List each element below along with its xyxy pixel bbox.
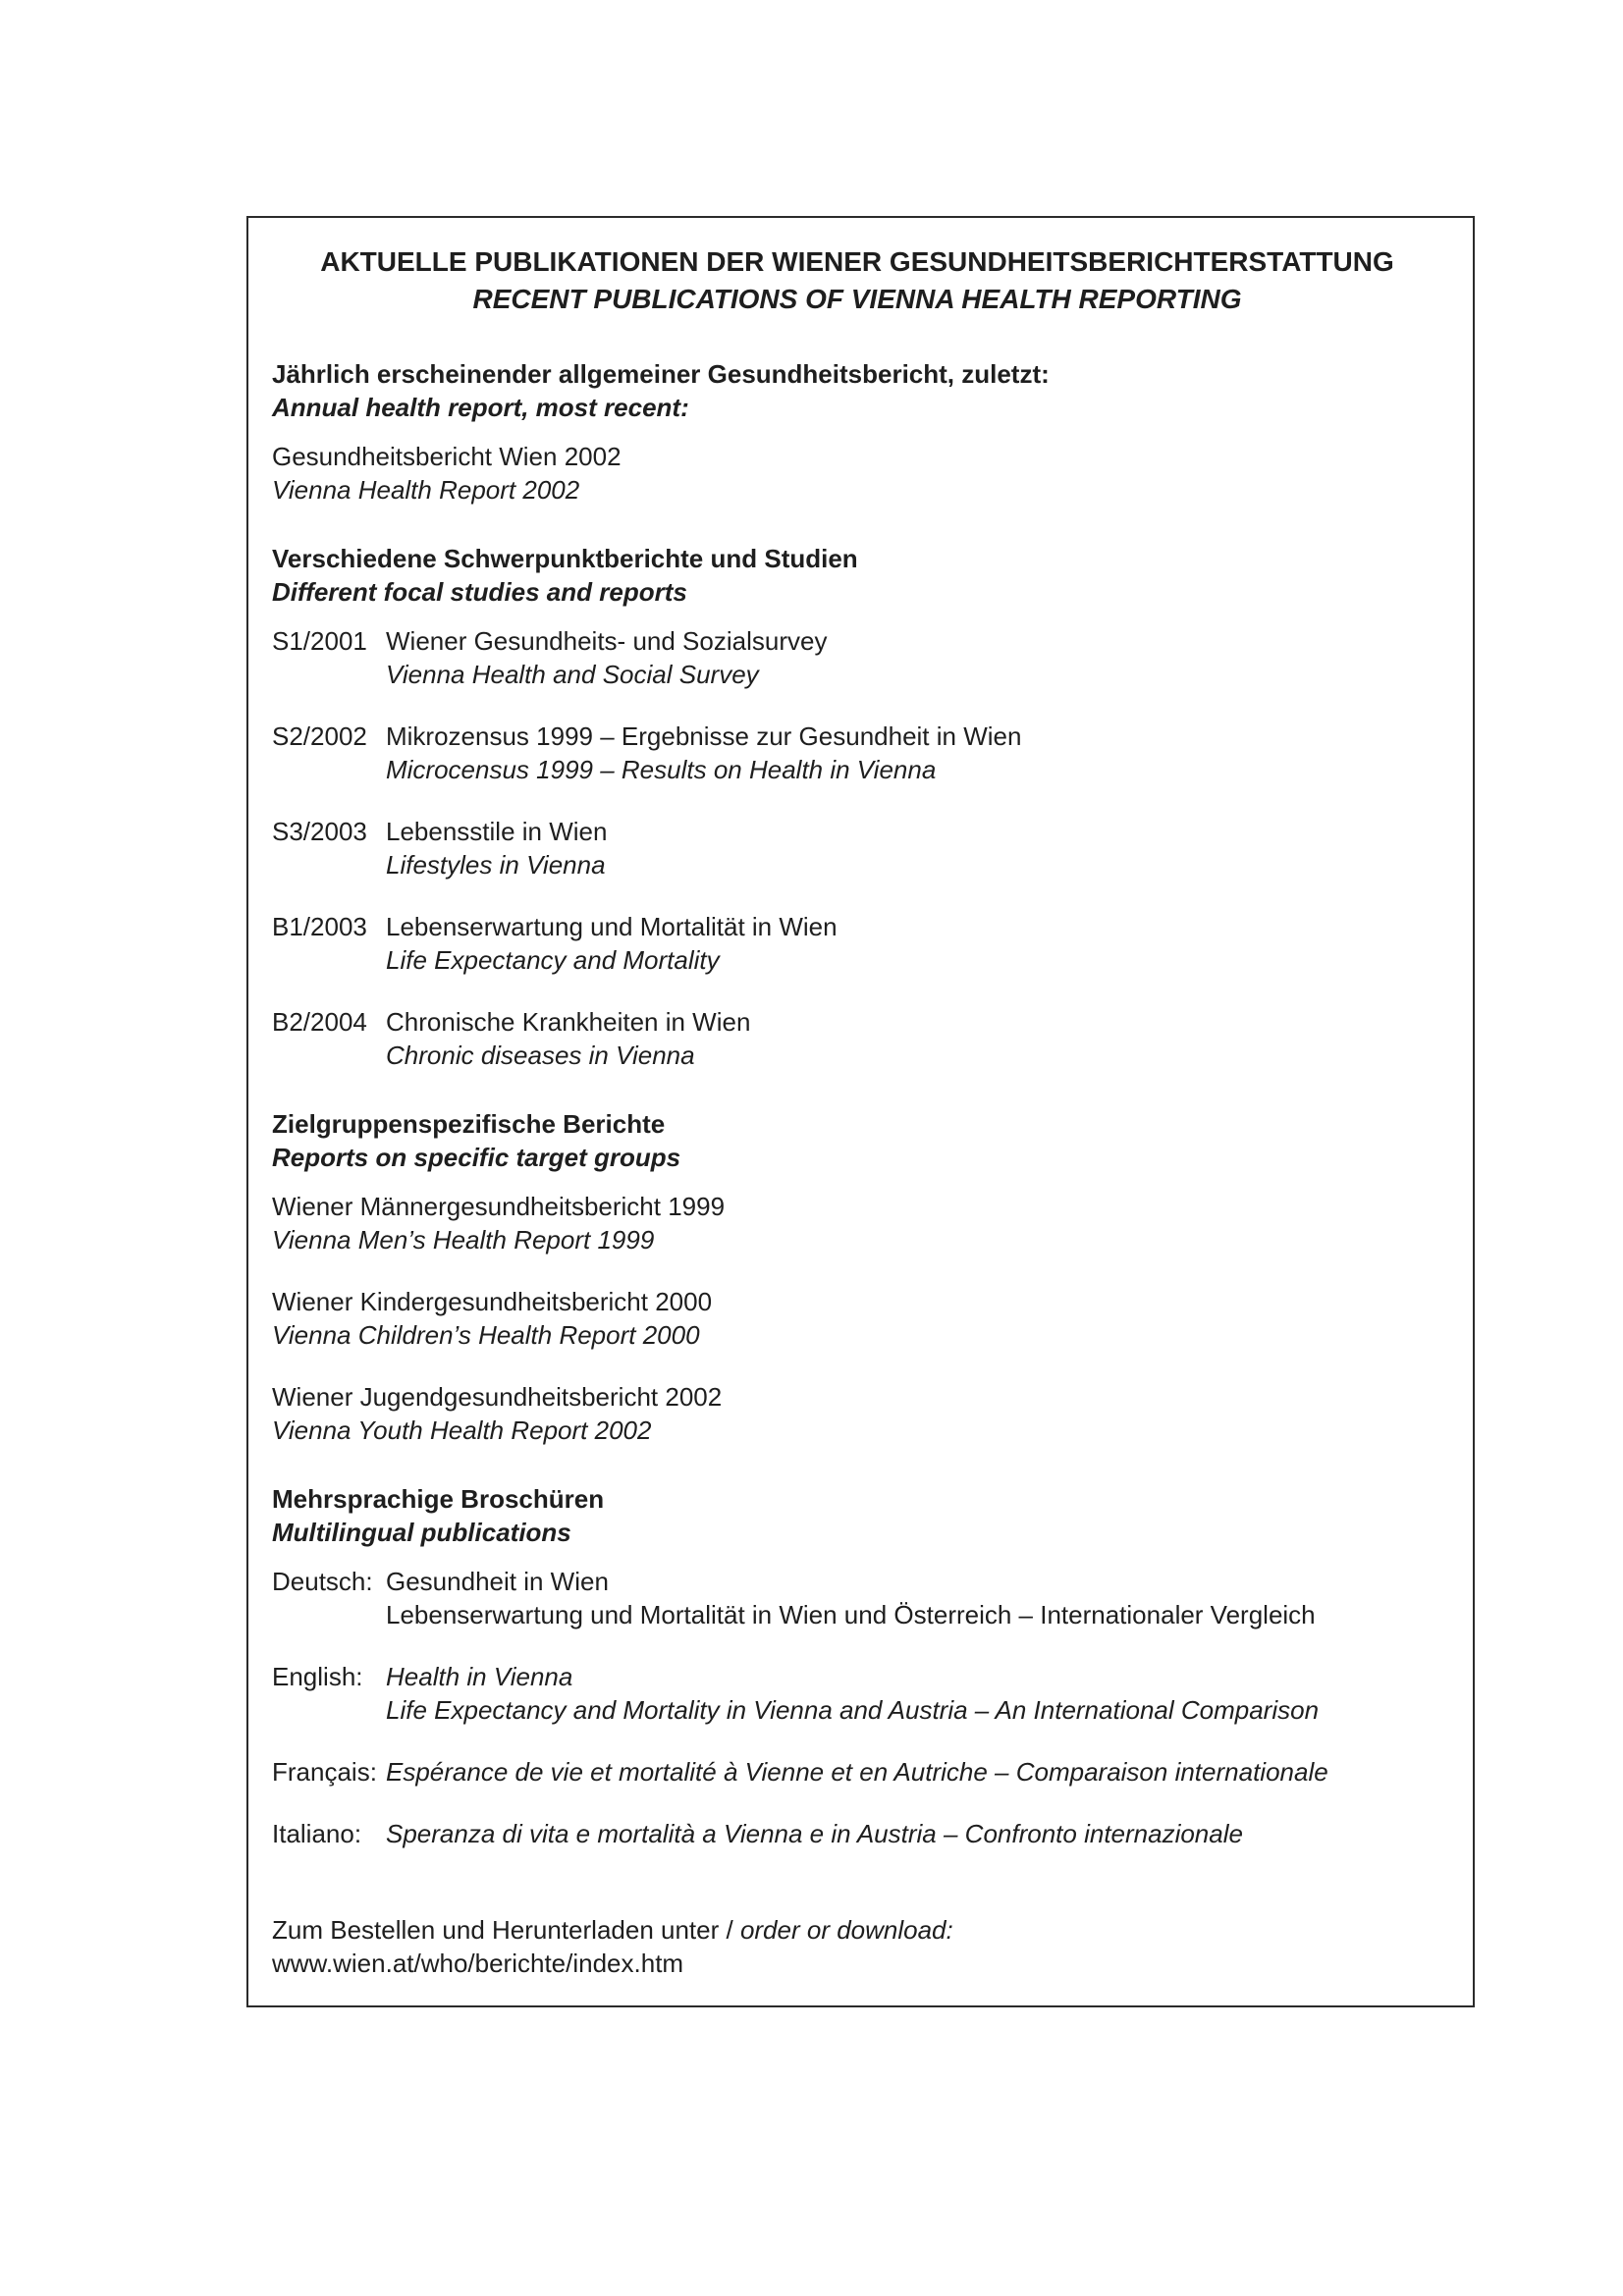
report-title-en: Life Expectancy and Mortality xyxy=(386,945,720,975)
title-de: AKTUELLE PUBLIKATIONEN DER WIENER GESUNDHEITSBERICHTERSTATTUNG xyxy=(320,246,1394,277)
language-item-english xyxy=(272,1660,1450,1727)
multilingual-heading xyxy=(272,1482,1450,1549)
list-item xyxy=(272,1380,1450,1447)
report-code: S3/2003 xyxy=(272,817,367,846)
language-label: Français: xyxy=(272,1757,377,1787)
brochure-title: Speranza di vita e mortalità a Vienna e in Austria – Confronto internazionale xyxy=(386,1819,1243,1848)
focal-heading xyxy=(272,542,1450,609)
report-title-en: Chronic diseases in Vienna xyxy=(386,1041,695,1070)
report-title-en: Vienna Health and Social Survey xyxy=(386,660,759,689)
language-item-italiano xyxy=(272,1817,1450,1850)
list-item xyxy=(272,1285,1450,1352)
annual-item-en: Vienna Health Report 2002 xyxy=(272,475,580,505)
brochure-title: Espérance de vie et mortalité à Vienne et en Autriche – Comparaison internationale xyxy=(386,1757,1328,1787)
annual-item-de: Gesundheitsbericht Wien 2002 xyxy=(272,442,622,471)
annual-heading xyxy=(272,357,1450,424)
order-text-en: order or download: xyxy=(739,1915,953,1945)
multilingual-heading-de: Mehrsprachige Broschüren xyxy=(272,1484,605,1514)
report-title-de: Chronische Krankheiten in Wien xyxy=(386,1007,751,1037)
list-item xyxy=(272,910,1450,977)
focal-list xyxy=(272,624,1450,1072)
report-code: S2/2002 xyxy=(272,721,367,751)
list-item xyxy=(272,815,1450,881)
multilingual-heading-en: Multilingual publications xyxy=(272,1518,571,1547)
report-title-en: Vienna Youth Health Report 2002 xyxy=(272,1415,652,1445)
brochure-title: Gesundheit in Wien xyxy=(386,1567,609,1596)
annual-heading-en: Annual health report, most recent: xyxy=(272,393,689,422)
target-heading xyxy=(272,1107,1450,1174)
brochure-title: Health in Vienna xyxy=(386,1662,573,1691)
report-title-de: Wiener Männergesundheitsbericht 1999 xyxy=(272,1192,726,1221)
list-item xyxy=(272,720,1450,786)
report-code: B2/2004 xyxy=(272,1007,367,1037)
target-heading-de: Zielgruppenspezifische Berichte xyxy=(272,1109,666,1139)
annual-heading-de: Jährlich erscheinender allgemeiner Gesundheitsbericht, zuletzt: xyxy=(272,359,1050,389)
report-title-de: Lebensstile in Wien xyxy=(386,817,608,846)
list-item xyxy=(272,624,1450,691)
order-info xyxy=(272,1913,1450,1980)
language-item-deutsch xyxy=(272,1565,1450,1631)
report-title-en: Vienna Children’s Health Report 2000 xyxy=(272,1320,700,1350)
list-item xyxy=(272,1005,1450,1072)
report-title-de: Wiener Jugendgesundheitsbericht 2002 xyxy=(272,1382,723,1412)
language-item-francais xyxy=(272,1755,1450,1789)
report-title-de: Wiener Gesundheits- und Sozialsurvey xyxy=(386,626,828,656)
target-list xyxy=(272,1190,1450,1447)
report-title-de: Lebenserwartung und Mortalität in Wien xyxy=(386,912,838,941)
multilingual-list xyxy=(272,1565,1450,1850)
report-title-en: Lifestyles in Vienna xyxy=(386,850,606,880)
order-url[interactable]: www.wien.at/who/berichte/index.htm xyxy=(272,1949,684,1978)
language-label: Deutsch: xyxy=(272,1567,373,1596)
language-label: English: xyxy=(272,1662,363,1691)
brochure-title: Life Expectancy and Mortality in Vienna and Austria – An International Comparison xyxy=(386,1695,1320,1725)
report-code: B1/2003 xyxy=(272,912,367,941)
language-label: Italiano: xyxy=(272,1819,362,1848)
target-heading-en: Reports on specific target groups xyxy=(272,1143,681,1172)
report-title-de: Wiener Kindergesundheitsbericht 2000 xyxy=(272,1287,713,1316)
publications-content xyxy=(272,243,1450,1980)
report-title-en: Vienna Men’s Health Report 1999 xyxy=(272,1225,655,1255)
list-item xyxy=(272,1190,1450,1256)
report-title-de: Mikrozensus 1999 – Ergebnisse zur Gesundheit in Wien xyxy=(386,721,1022,751)
report-title-en: Microcensus 1999 – Results on Health in Vienna xyxy=(386,755,937,784)
focal-heading-de: Verschiedene Schwerpunktberichte und Studien xyxy=(272,544,858,573)
annual-item xyxy=(272,440,1450,507)
report-code: S1/2001 xyxy=(272,626,367,656)
brochure-title: Lebenserwartung und Mortalität in Wien und Österreich – Internationaler Vergleich xyxy=(386,1600,1316,1629)
title-en: RECENT PUBLICATIONS OF VIENNA HEALTH REPORTING xyxy=(472,284,1242,314)
page-title xyxy=(264,243,1450,318)
order-text-de: Zum Bestellen und Herunterladen unter / xyxy=(272,1915,740,1945)
focal-heading-en: Different focal studies and reports xyxy=(272,577,687,607)
